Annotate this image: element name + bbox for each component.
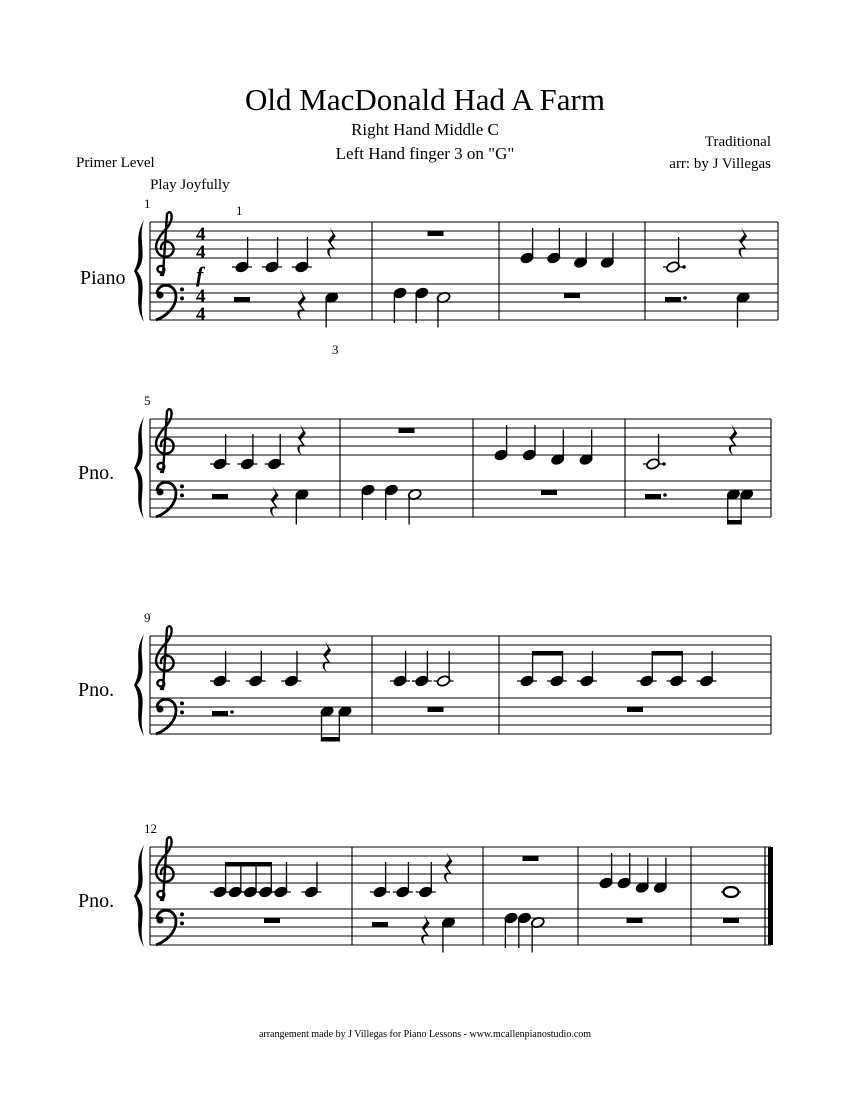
measure-number: 1: [144, 196, 151, 211]
half-rest: [212, 494, 228, 499]
final-barline: [768, 847, 773, 945]
bass-clef: [156, 699, 176, 734]
whole-rest: [264, 918, 280, 923]
measure-number: 9: [144, 610, 151, 625]
bass-clef: [157, 706, 164, 713]
difficulty-level: Primer Level: [76, 155, 155, 171]
quarter-rest: [297, 289, 305, 320]
beam: [727, 520, 742, 525]
beam: [321, 737, 340, 742]
beam: [225, 862, 272, 867]
dot: [683, 296, 687, 300]
dot: [662, 462, 666, 466]
instrument-short-name: Pno.: [78, 462, 115, 484]
subtitle-left-hand: Left Hand finger 3 on "G": [335, 144, 515, 163]
bass-clef-dot: [180, 493, 184, 497]
whole-rest: [428, 231, 444, 236]
measure-number: 12: [144, 821, 157, 836]
quarter-rest: [739, 227, 747, 258]
whole-rest: [523, 856, 539, 861]
quarter-rest: [270, 486, 278, 517]
half-rest: [212, 711, 228, 716]
note-head: [724, 887, 739, 897]
bass-clef: [157, 489, 164, 496]
bass-clef: [156, 285, 176, 320]
brace: [134, 417, 144, 519]
score-title: Old MacDonald Had A Farm: [245, 82, 605, 117]
quarter-rest: [327, 227, 335, 258]
instrument-short-name: Pno.: [78, 679, 115, 701]
bass-clef: [156, 910, 176, 945]
whole-rest: [541, 490, 557, 495]
quarter-rest: [297, 424, 305, 455]
arranger: arr: by J Villegas: [669, 156, 771, 172]
dot: [682, 265, 686, 269]
time-signature-top: 4: [196, 224, 206, 245]
bass-clef: [157, 917, 164, 924]
half-rest: [234, 297, 250, 302]
brace: [134, 845, 144, 947]
time-signature-bottom: 4: [196, 304, 206, 325]
fingering-bass: 3: [332, 342, 339, 357]
bass-clef: [157, 292, 164, 299]
half-rest: [372, 922, 388, 927]
subtitle-right-hand: Right Hand Middle C: [351, 120, 499, 139]
bass-clef: [156, 482, 176, 517]
quarter-rest: [421, 914, 429, 945]
instrument-name: Piano: [80, 267, 126, 289]
fingering-treble: 1: [236, 203, 243, 218]
whole-rest: [428, 707, 444, 712]
quarter-rest: [444, 852, 452, 883]
whole-rest: [723, 918, 739, 923]
half-rest: [645, 494, 661, 499]
bass-clef-dot: [180, 287, 184, 291]
beam: [652, 651, 683, 656]
quarter-rest: [729, 424, 737, 455]
instrument-short-name: Pno.: [78, 890, 115, 912]
footer-credit: arrangement made by J Villegas for Piano Lessons - www.mcallenpianostudio.com: [258, 1029, 592, 1040]
dynamic-forte: f: [196, 262, 204, 287]
time-signature-top: 4: [196, 286, 206, 307]
half-rest: [665, 297, 681, 302]
bass-clef-dot: [180, 710, 184, 714]
bass-clef-dot: [180, 484, 184, 488]
whole-rest: [627, 918, 643, 923]
whole-rest: [564, 293, 580, 298]
dot: [230, 710, 234, 714]
tempo-marking: Play Joyfully: [150, 177, 230, 193]
measure-number: 5: [144, 393, 151, 408]
bass-clef-dot: [180, 912, 184, 916]
bass-clef-dot: [180, 701, 184, 705]
quarter-rest: [323, 641, 331, 672]
bass-clef-dot: [180, 921, 184, 925]
beam: [532, 651, 563, 656]
time-signature-bottom: 4: [196, 242, 206, 263]
whole-rest: [627, 707, 643, 712]
brace: [134, 220, 144, 322]
whole-rest: [399, 428, 415, 433]
composer: Traditional: [704, 134, 771, 150]
dot: [663, 493, 667, 497]
brace: [134, 634, 144, 736]
bass-clef-dot: [180, 296, 184, 300]
